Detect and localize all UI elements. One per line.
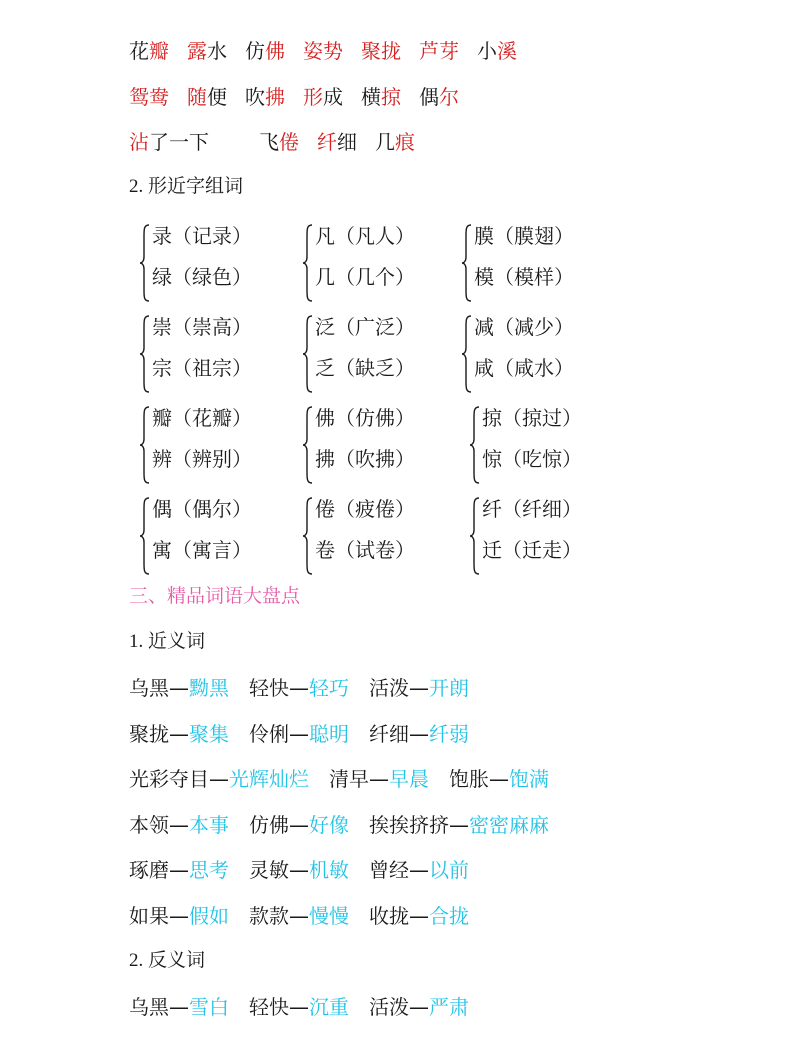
- similar-char-word: 瓣（花瓣）: [152, 406, 252, 430]
- word-pair: [129, 811, 229, 839]
- similar-char-word: 绿（绿色）: [152, 265, 252, 289]
- word-pair: [129, 765, 309, 793]
- vocab-word: [419, 83, 459, 111]
- pair-dash: —: [289, 676, 309, 700]
- similar-char-group: [140, 313, 290, 397]
- pair-word: 收拢: [369, 903, 409, 928]
- similar-char-word: 卷（试卷）: [315, 538, 415, 562]
- pair-dash: —: [169, 721, 189, 746]
- word-pair: [129, 720, 229, 748]
- similar-chars-heading: 2. 形近字组词: [129, 176, 244, 197]
- similar-char-word: 佛（仿佛）: [315, 406, 415, 430]
- vocab-word: [419, 37, 459, 65]
- pair-answer: 以前: [429, 858, 469, 882]
- vocab-word: [129, 37, 169, 65]
- word-pair: [249, 902, 349, 930]
- vocab-word: [245, 37, 285, 65]
- vocab-word-part: 拂: [265, 85, 285, 109]
- similar-char-word: 纤（纤细）: [482, 497, 582, 521]
- vocab-word-part: 花: [129, 39, 149, 63]
- pair-dash: —: [289, 903, 309, 928]
- brace-icon: [462, 224, 472, 302]
- similar-char-word: 倦（疲倦）: [315, 497, 415, 521]
- similar-char-word: 惊（吃惊）: [482, 447, 582, 471]
- pair-answer: 纤弱: [429, 721, 469, 746]
- word-pair-row: [129, 720, 489, 748]
- word-pair-row: [129, 856, 489, 884]
- word-pair: [369, 811, 549, 839]
- vocab-word-part: 佛: [265, 39, 285, 63]
- pair-word: 曾经: [369, 858, 409, 882]
- vocab-word-part: 成: [323, 85, 343, 109]
- vocab-word: [303, 37, 343, 65]
- vocab-word: [375, 128, 415, 156]
- pair-dash: —: [409, 995, 429, 1019]
- pair-dash: —: [409, 858, 429, 882]
- similar-char-group: [140, 222, 290, 306]
- synonyms-heading: 1. 近义词: [129, 631, 206, 652]
- word-pair: [249, 720, 349, 748]
- vocab-word-part: 沾: [129, 130, 149, 154]
- vocab-word-part: 几: [375, 130, 395, 154]
- vocab-word-part: 聚拢: [361, 39, 401, 63]
- pair-answer: 轻巧: [309, 676, 349, 700]
- pair-dash: —: [289, 812, 309, 837]
- vocab-word-part: 纤: [317, 130, 337, 154]
- pair-word: 款款: [249, 903, 289, 928]
- pair-word: 仿佛: [249, 812, 289, 837]
- pair-word: 纤细: [369, 721, 409, 746]
- pair-word: 活泼: [369, 995, 409, 1019]
- similar-char-word: 偶（偶尔）: [152, 497, 252, 521]
- vocab-word: [129, 83, 169, 111]
- word-pair: [369, 902, 469, 930]
- similar-char-group: [140, 495, 290, 579]
- pair-answer: 好像: [309, 812, 349, 837]
- vocab-word-part: 细: [337, 130, 357, 154]
- vocab-word-part: 瓣: [149, 39, 169, 63]
- vocab-word: [129, 128, 209, 156]
- word-pair: [369, 720, 469, 748]
- pair-answer: 本事: [189, 812, 229, 837]
- similar-char-group: [303, 495, 453, 579]
- similar-char-group: [470, 495, 620, 579]
- word-pair: [129, 993, 229, 1021]
- vocab-word-part: 尔: [439, 85, 459, 109]
- vocab-word-part: 吹: [245, 85, 265, 109]
- pair-dash: —: [409, 721, 429, 746]
- vocab-word-part: 姿势: [303, 39, 343, 63]
- vocab-word: [259, 128, 299, 156]
- brace-icon: [140, 406, 150, 484]
- pair-answer: 严肃: [429, 995, 469, 1019]
- brace-icon: [462, 315, 472, 393]
- similar-char-group: [470, 404, 620, 488]
- vocab-word-part: 仿: [245, 39, 265, 63]
- vocab-word-part: 痕: [395, 130, 415, 154]
- vocab-word-part: 偶: [419, 85, 439, 109]
- vocab-word-part: 随: [187, 85, 207, 109]
- vocab-word-part: 小: [477, 39, 497, 63]
- word-pair: [369, 674, 469, 702]
- pair-word: 聚拢: [129, 721, 169, 746]
- similar-char-word: 乏（缺乏）: [315, 356, 415, 380]
- similar-char-group: [462, 313, 612, 397]
- brace-icon: [303, 224, 313, 302]
- pair-word: 清早: [329, 767, 369, 791]
- word-pair-row: [129, 811, 569, 839]
- similar-char-word: 辨（辨别）: [152, 447, 252, 471]
- pair-answer: 聚集: [189, 721, 229, 746]
- brace-icon: [140, 497, 150, 575]
- word-pair-row: [129, 765, 569, 793]
- pair-word: 乌黑: [129, 676, 169, 700]
- pair-dash: —: [169, 903, 189, 928]
- vocab-word-part: 倦: [279, 130, 299, 154]
- pair-answer: 机敏: [309, 858, 349, 882]
- pair-dash: —: [169, 676, 189, 700]
- word-row-3: [129, 128, 433, 156]
- word-pair: [249, 811, 349, 839]
- word-pair-row: [129, 674, 489, 702]
- pair-dash: —: [169, 995, 189, 1019]
- word-pair: [249, 674, 349, 702]
- pair-word: 轻快: [249, 995, 289, 1019]
- pair-dash: —: [289, 995, 309, 1019]
- pair-word: 琢磨: [129, 858, 169, 882]
- pair-dash: —: [449, 812, 469, 837]
- vocab-word-part: 露: [187, 39, 207, 63]
- word-row-1: [129, 37, 535, 65]
- pair-word: 本领: [129, 812, 169, 837]
- pair-word: 活泼: [369, 676, 409, 700]
- pair-answer: 思考: [189, 858, 229, 882]
- word-pair: [369, 993, 469, 1021]
- section3-title: 三、精品词语大盘点: [129, 586, 301, 607]
- brace-icon: [303, 315, 313, 393]
- pair-word: 轻快: [249, 676, 289, 700]
- pair-answer: 慢慢: [309, 903, 349, 928]
- vocab-word-part: 水: [207, 39, 227, 63]
- brace-icon: [303, 406, 313, 484]
- vocab-word-part: 便: [207, 85, 227, 109]
- pair-word: 灵敏: [249, 858, 289, 882]
- vocab-word: [477, 37, 517, 65]
- vocab-word-part: 横: [361, 85, 381, 109]
- similar-char-word: 寓（寓言）: [152, 538, 252, 562]
- similar-char-word: 凡（凡人）: [315, 224, 415, 248]
- pair-dash: —: [209, 767, 229, 791]
- similar-char-group: [140, 404, 290, 488]
- pair-answer: 光辉灿烂: [229, 767, 309, 791]
- pair-word: 伶俐: [249, 721, 289, 746]
- pair-answer: 聪明: [309, 721, 349, 746]
- pair-answer: 饱满: [509, 767, 549, 791]
- pair-answer: 黝黑: [189, 676, 229, 700]
- similar-char-group: [303, 313, 453, 397]
- vocab-word-part: 形: [303, 85, 323, 109]
- pair-dash: —: [409, 676, 429, 700]
- pair-word: 乌黑: [129, 995, 169, 1019]
- brace-icon: [303, 497, 313, 575]
- pair-answer: 密密麻麻: [469, 812, 549, 837]
- pair-dash: —: [169, 858, 189, 882]
- vocab-word: [317, 128, 357, 156]
- word-pair-row: [129, 993, 489, 1021]
- similar-char-word: 模（模样）: [474, 265, 574, 289]
- pair-answer: 合拢: [429, 903, 469, 928]
- similar-char-group: [303, 404, 453, 488]
- vocab-word-part: 掠: [381, 85, 401, 109]
- word-row-2: [129, 83, 477, 111]
- brace-icon: [140, 315, 150, 393]
- similar-char-group: [462, 222, 612, 306]
- pair-answer: 假如: [189, 903, 229, 928]
- similar-char-group: [303, 222, 453, 306]
- pair-dash: —: [369, 767, 389, 791]
- pair-answer: 沉重: [309, 995, 349, 1019]
- similar-char-word: 拂（吹拂）: [315, 447, 415, 471]
- pair-dash: —: [489, 767, 509, 791]
- vocab-word-part: 芦芽: [419, 39, 459, 63]
- vocab-word-part: 了一下: [149, 130, 209, 154]
- pair-answer: 开朗: [429, 676, 469, 700]
- word-pair: [129, 856, 229, 884]
- vocab-word-part: 溪: [497, 39, 517, 63]
- word-pair: [249, 856, 349, 884]
- word-pair: [329, 765, 429, 793]
- vocab-word-part: 鸳鸯: [129, 85, 169, 109]
- word-pair: [129, 902, 229, 930]
- vocab-word: [361, 83, 401, 111]
- vocab-word-part: 飞: [259, 130, 279, 154]
- word-pair: [129, 674, 229, 702]
- brace-icon: [470, 497, 480, 575]
- word-pair: [369, 856, 469, 884]
- vocab-word: [303, 83, 343, 111]
- word-pair-row: [129, 902, 489, 930]
- vocab-word: [187, 37, 227, 65]
- vocab-word: [361, 37, 401, 65]
- similar-char-word: 崇（崇高）: [152, 315, 252, 339]
- similar-char-word: 几（几个）: [315, 265, 415, 289]
- pair-dash: —: [169, 812, 189, 837]
- pair-answer: 早晨: [389, 767, 429, 791]
- word-pair: [249, 993, 349, 1021]
- pair-word: 光彩夺目: [129, 767, 209, 791]
- word-pair: [449, 765, 549, 793]
- pair-answer: 雪白: [189, 995, 229, 1019]
- pair-word: 如果: [129, 903, 169, 928]
- antonyms-heading: 2. 反义词: [129, 950, 206, 971]
- similar-char-word: 减（减少）: [474, 315, 574, 339]
- brace-icon: [470, 406, 480, 484]
- pair-word: 挨挨挤挤: [369, 812, 449, 837]
- similar-char-word: 掠（掠过）: [482, 406, 582, 430]
- pair-dash: —: [289, 721, 309, 746]
- similar-char-word: 宗（祖宗）: [152, 356, 252, 380]
- vocab-word: [245, 83, 285, 111]
- similar-char-word: 录（记录）: [152, 224, 252, 248]
- pair-dash: —: [409, 903, 429, 928]
- brace-icon: [140, 224, 150, 302]
- similar-char-word: 咸（咸水）: [474, 356, 574, 380]
- similar-char-word: 膜（膜翅）: [474, 224, 574, 248]
- vocab-word: [187, 83, 227, 111]
- similar-char-word: 泛（广泛）: [315, 315, 415, 339]
- pair-dash: —: [289, 858, 309, 882]
- pair-word: 饱胀: [449, 767, 489, 791]
- similar-char-word: 迁（迁走）: [482, 538, 582, 562]
